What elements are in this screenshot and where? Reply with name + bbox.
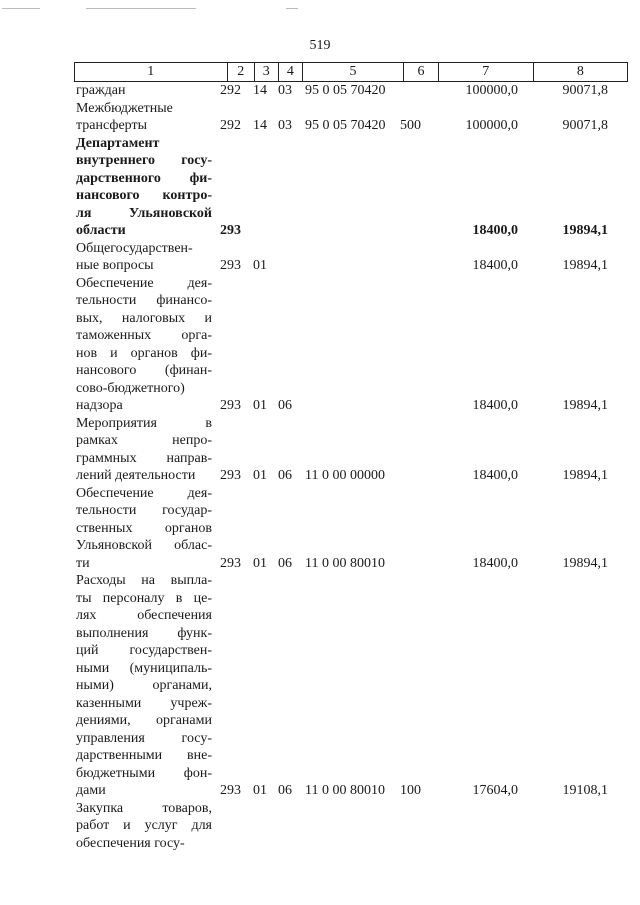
description-line: дарственного фи- — [76, 170, 212, 186]
description-line: обеспечения госу- — [76, 835, 185, 851]
scan-artifact-mark — [286, 8, 298, 9]
cell-c3: 01 — [253, 468, 267, 483]
column-header-7: 7 — [438, 63, 533, 82]
description-line: нансового (финан- — [76, 363, 212, 378]
cell-c3: 14 — [253, 118, 267, 133]
cell-c3: 14 — [253, 83, 267, 98]
description-line: работ и услуг для — [76, 818, 212, 833]
description-line: ными (муниципаль- — [76, 660, 212, 676]
column-header-6: 6 — [404, 63, 438, 82]
description-line: тельности финансо- — [76, 293, 212, 308]
cell-c7: 100000,0 — [465, 118, 518, 133]
page-number: 519 — [309, 38, 331, 53]
cell-c3: 01 — [253, 398, 267, 413]
cell-c5: 11 0 00 80010 — [305, 555, 385, 571]
column-header-5: 5 — [302, 63, 403, 82]
row-description — [76, 275, 212, 415]
cell-c7: 18400,0 — [472, 468, 518, 483]
cell-c3: 01 — [253, 783, 267, 798]
cell-c8: 90071,8 — [562, 83, 608, 98]
description-line: лений деятельности — [76, 468, 196, 483]
row-description — [76, 100, 212, 135]
cell-c2: 292 — [220, 118, 241, 133]
cell-c5: 11 0 00 00000 — [305, 468, 385, 483]
cell-c2: 293 — [220, 468, 241, 483]
cell-c2: 293 — [220, 398, 241, 413]
description-line: ля Ульяновской — [76, 205, 212, 221]
description-line: Общегосударствен- — [76, 240, 193, 256]
description-line: таможенных орга- — [76, 328, 212, 343]
cell-c5: 95 0 05 70420 — [305, 118, 386, 133]
description-line: граммных направ- — [76, 450, 212, 466]
description-line: Межбюджетные — [76, 100, 173, 116]
column-header-4: 4 — [278, 63, 302, 82]
row-description — [76, 572, 212, 800]
description-line: трансферты — [76, 118, 148, 133]
cell-c7: 18400,0 — [472, 398, 518, 413]
row-description — [76, 485, 212, 573]
scan-artifact-mark — [86, 8, 196, 9]
description-line: Ульяновской облас- — [76, 538, 212, 553]
description-line: Мероприятия в — [76, 415, 212, 431]
cell-c7: 100000,0 — [465, 83, 518, 98]
description-line: ты персоналу в це- — [76, 590, 212, 606]
cell-c2: 293 — [220, 555, 241, 571]
cell-c8: 19894,1 — [562, 555, 608, 571]
cell-c2: 292 — [220, 83, 241, 98]
description-line: дениями, органами — [76, 713, 212, 728]
cell-c4: 06 — [278, 783, 292, 798]
cell-c3: 01 — [253, 258, 267, 273]
description-line: граждан — [76, 83, 126, 98]
description-line: ственных органов — [76, 520, 212, 536]
cell-c2: 293 — [220, 258, 241, 273]
cell-c8: 19894,1 — [562, 468, 608, 483]
description-line: области — [76, 223, 126, 238]
description-line: Обеспечение дея- — [76, 485, 212, 501]
cell-c7: 17604,0 — [472, 783, 518, 798]
description-line: нов и органов фи- — [76, 345, 212, 361]
description-line: тельности государ- — [76, 503, 212, 518]
description-line: ций государствен- — [76, 643, 212, 658]
cell-c4: 03 — [278, 118, 292, 133]
cell-c7: 18400,0 — [472, 555, 518, 571]
cell-c7: 18400,0 — [472, 223, 518, 238]
cell-c3: 01 — [253, 555, 267, 571]
scan-artifact-mark — [2, 8, 40, 9]
column-header-2: 2 — [227, 63, 254, 82]
cell-c8: 19894,1 — [562, 398, 608, 413]
description-line: ти — [76, 555, 90, 571]
cell-c8: 90071,8 — [562, 118, 608, 133]
description-line: казенными учреж- — [76, 695, 212, 711]
column-header-3: 3 — [254, 63, 278, 82]
cell-c8: 19108,1 — [562, 783, 608, 798]
cell-c6: 100 — [400, 783, 421, 798]
cell-c5: 11 0 00 80010 — [305, 783, 385, 798]
cell-c6: 500 — [400, 118, 421, 133]
column-header-8: 8 — [533, 63, 627, 82]
cell-c4: 06 — [278, 398, 292, 413]
cell-c2: 293 — [220, 783, 241, 798]
description-line: внутреннего госу- — [76, 153, 212, 168]
description-line: Департамент — [76, 135, 160, 151]
description-line: Обеспечение дея- — [76, 275, 212, 291]
row-description — [76, 240, 212, 275]
description-line: Расходы на выпла- — [76, 573, 212, 588]
cell-c2: 293 — [220, 223, 241, 238]
description-line: ными) органами, — [76, 678, 212, 693]
description-line: надзора — [76, 398, 123, 413]
description-line: сово-бюджетного) — [76, 380, 185, 396]
description-line: ные вопросы — [76, 258, 154, 273]
description-line: вых, налоговых и — [76, 310, 212, 326]
row-description — [76, 135, 212, 240]
row-description — [76, 415, 212, 485]
cell-c8: 19894,1 — [562, 223, 608, 238]
row-description — [76, 82, 212, 100]
column-header-1: 1 — [75, 63, 228, 82]
cell-c7: 18400,0 — [472, 258, 518, 273]
cell-c4: 06 — [278, 468, 292, 483]
cell-c4: 03 — [278, 83, 292, 98]
description-line: бюджетными фон- — [76, 765, 212, 781]
description-line: управления госу- — [76, 730, 212, 746]
column-header-table — [74, 62, 628, 82]
cell-c8: 19894,1 — [562, 258, 608, 273]
description-line: лях обеспечения — [76, 608, 212, 623]
cell-c4: 06 — [278, 555, 292, 571]
description-line: дарственными вне- — [76, 748, 212, 763]
cell-c5: 95 0 05 70420 — [305, 83, 386, 98]
description-line: Закупка товаров, — [76, 800, 212, 816]
row-description — [76, 800, 212, 853]
description-line: нансового контро- — [76, 188, 212, 203]
description-line: выполнения функ- — [76, 625, 212, 641]
description-line: рамках непро- — [76, 433, 212, 448]
description-line: дами — [76, 783, 106, 798]
